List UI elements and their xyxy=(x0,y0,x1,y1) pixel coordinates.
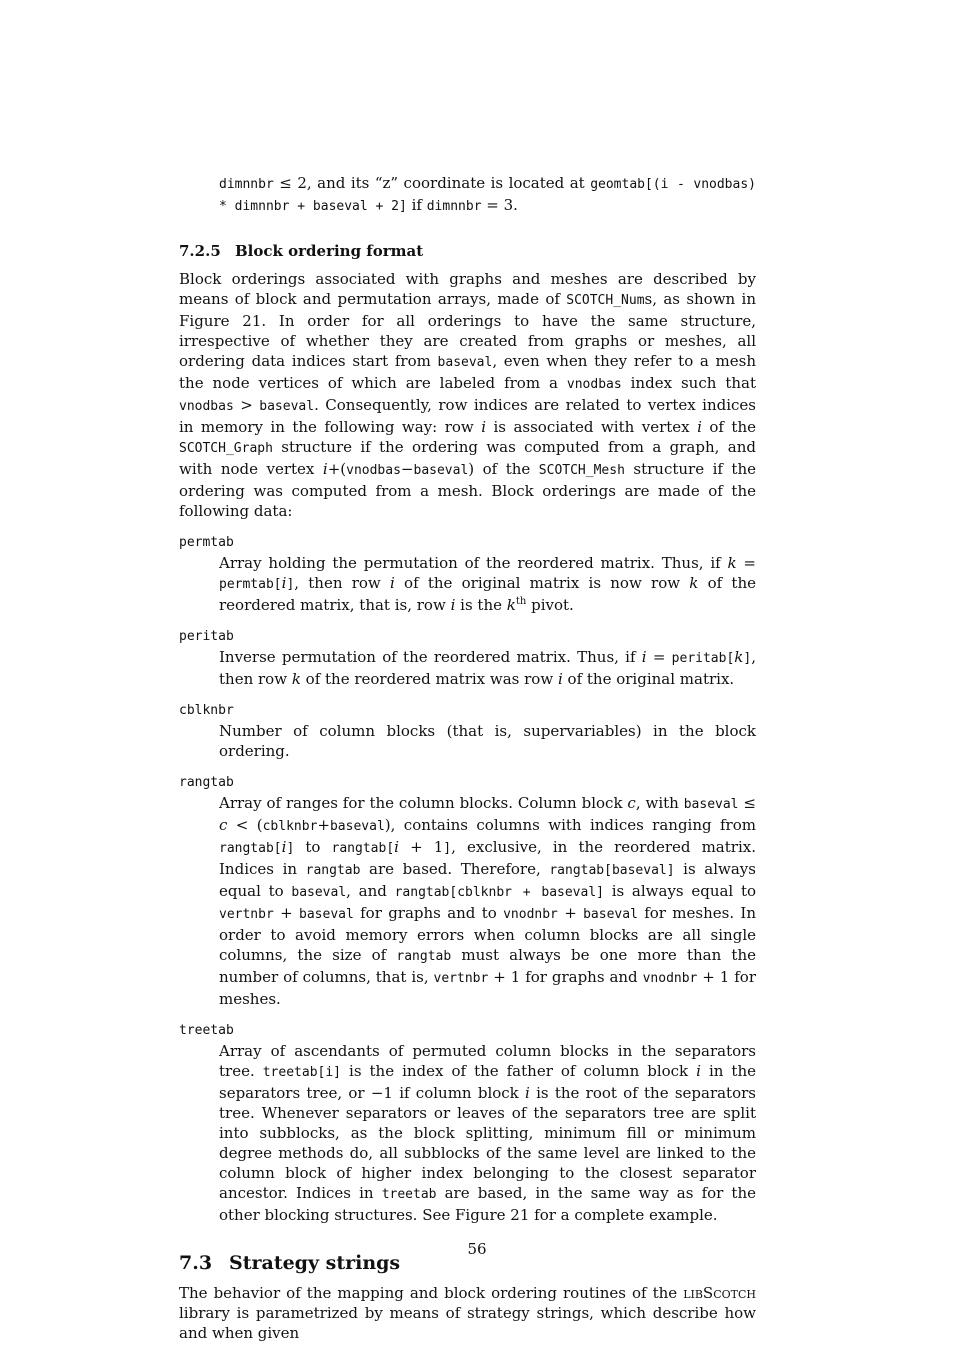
desc-rangtab: Array of ranges for the column blocks. Column block c, with baseval ≤ c < (cblknbr+baseval), contains columns with indices ranging from rangtab[i] to rangtab[i + 1], exclusive, in the reordered matrix. Indices in rangtab are based. Therefore, rangtab[baseval] is always equal to baseval, and rangtab[cblknbr + baseval] is always equal to vertnbr + baseval for graphs and to vnodnbr + baseval for meshes. In order to avoid memory errors when column blocks are all single columns, the size of rangtab must always be one more than the number of columns, that is, vertnbr + 1 for graphs and vnodnbr + 1 for meshes. xyxy=(219,794,757,1008)
desc-peritab: Inverse permutation of the reordered matrix. Thus, if i = peritab[k], then row k of the reordered matrix was row i of the original matrix. xyxy=(219,648,756,688)
desc-permtab: Array holding the permutation of the reordered matrix. Thus, if k = permtab[i], then row i of the original matrix is now row k of the reordered matrix, that is, row i is the $k^{th}$ pivot. xyxy=(219,554,757,614)
section-title: Strategy strings xyxy=(229,1252,401,1274)
definition-list xyxy=(179,533,756,1225)
term-peritab: peritab xyxy=(179,629,234,644)
desc-cblknbr: Number of column blocks (that is, supervariables) in the block ordering. xyxy=(219,722,756,760)
page-number: 56 xyxy=(467,1240,487,1258)
term-rangtab: rangtab xyxy=(179,775,234,790)
term-permtab: permtab xyxy=(179,535,234,550)
term-cblknbr: cblknbr xyxy=(179,703,234,718)
continued-paragraph: dimnnbr ≤ 2, and its “z” coordinate is located at geomtab[(i - vnodbas) * dimnnbr + baseval + 2] if dimnnbr = 3. xyxy=(219,174,756,214)
intro-paragraph: Block orderings associated with graphs and meshes are described by means of block and permutation arrays, made of SCOTCH_Nums, as shown in Figure 21. In order for all orderings to have the same structure, irrespective of whether they are created from graphs or meshes, all ordering data indices start from baseval, even when they refer to a mesh the node vertices of which are labeled from a vnodbas index such that vnodbas > baseval. Consequently, row indices are related to vertex indices in memory in the following way: row i is associated with vertex i of the SCOTCH_Graph structure if the ordering was computed from a graph, and with node vertex i+(vnodbas−baseval) of the SCOTCH_Mesh structure if the ordering was computed from a mesh. Block orderings are made of the following data: xyxy=(179,270,757,520)
subsection-heading xyxy=(179,241,756,261)
strategy-paragraph: The behavior of the mapping and block ordering routines of the libScotch library is parametrized by means of strategy strings, which describe how and when given xyxy=(179,1284,756,1342)
subsection-title: Block ordering format xyxy=(235,242,424,260)
section-number: 7.3 xyxy=(179,1252,213,1274)
desc-treetab: Array of ascendants of permuted column blocks in the separators tree. treetab[i] is the index of the father of column block i in the separators tree, or −1 if column block i is the root of the separators tree. Whenever separators or leaves of the separators tree are split into subblocks, as the block splitting, minimum fill or minimum degree methods do, all subblocks of the same level are linked to the column block of higher index belonging to the closest separator ancestor. Indices in treetab are based, in the same way as for the other blocking structures. See Figure 21 for a complete example. xyxy=(219,1042,757,1224)
page-body xyxy=(179,173,756,1343)
term-treetab: treetab xyxy=(179,1023,234,1038)
subsection-number: 7.2.5 xyxy=(179,242,221,260)
